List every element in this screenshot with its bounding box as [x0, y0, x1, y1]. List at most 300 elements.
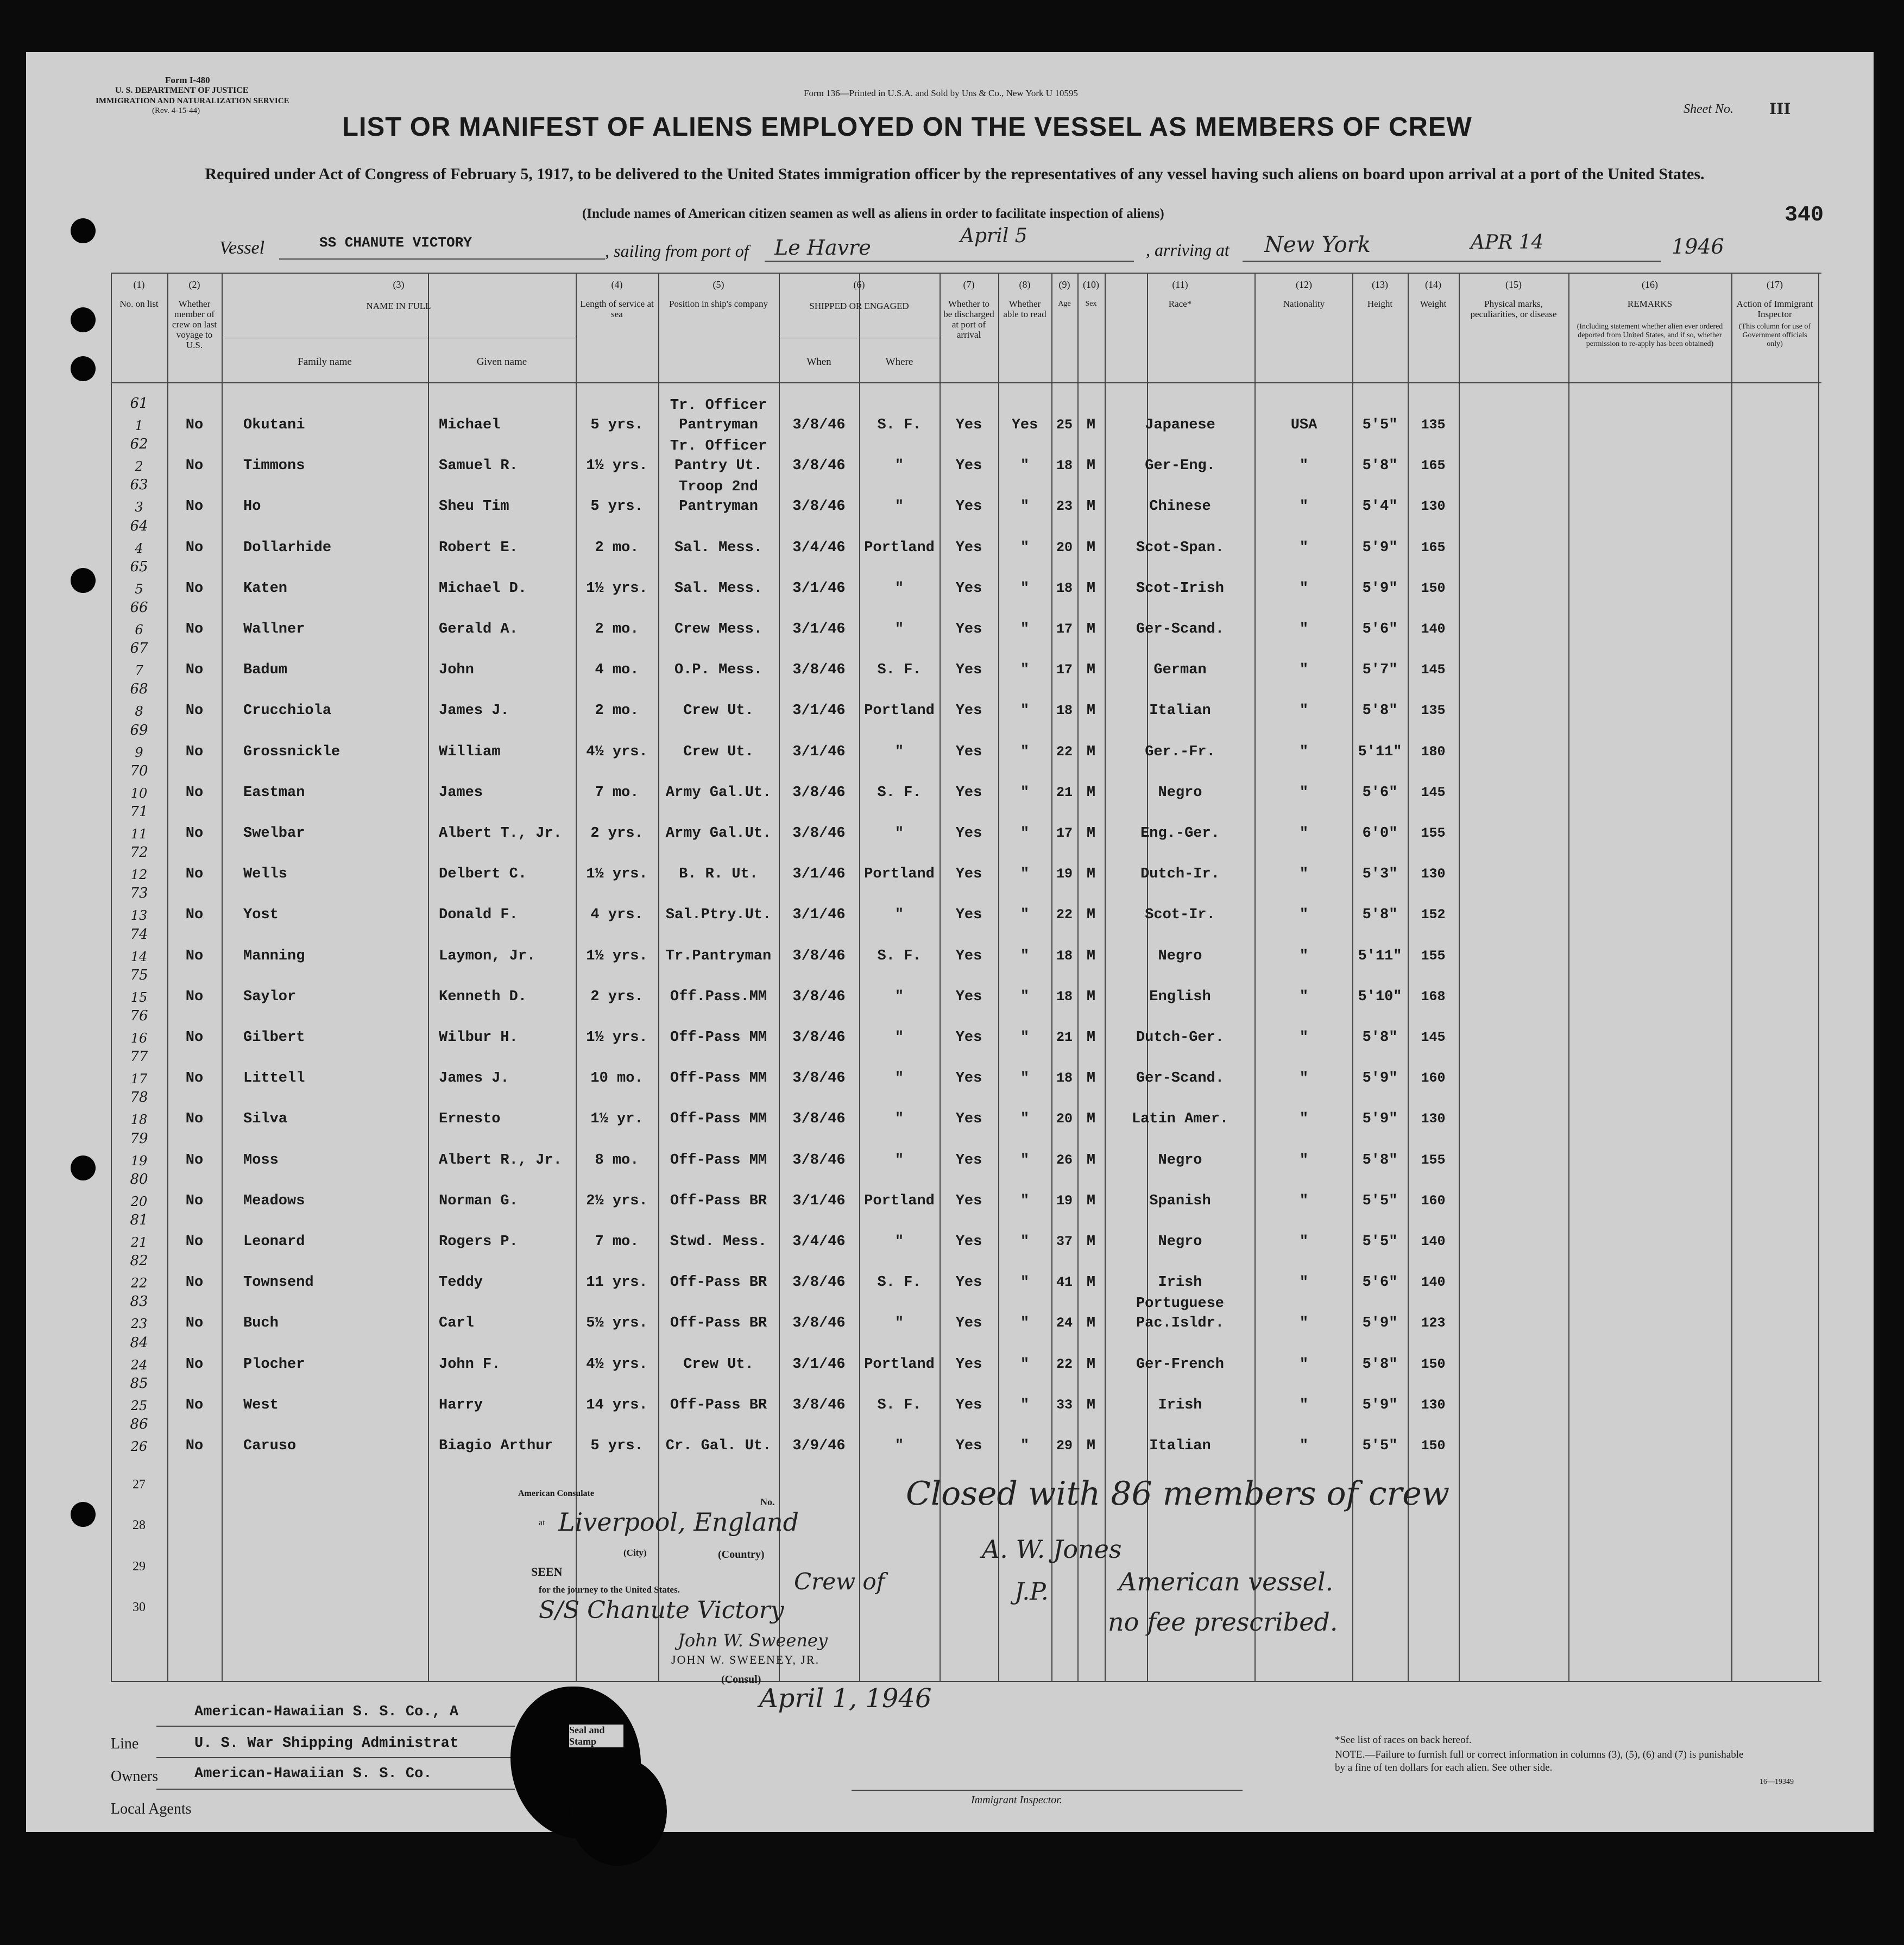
- column-label: NAME IN FULL: [366, 301, 431, 311]
- row-given-name: Norman G.: [439, 1192, 518, 1209]
- row-family-name: Crucchiola: [243, 703, 332, 719]
- row-able-to-read: ": [1020, 580, 1030, 597]
- column-label: Length of service at sea: [580, 299, 654, 319]
- row-list-number: 23: [130, 1316, 148, 1332]
- row-shipped-when: 3/1/46: [792, 866, 846, 883]
- row-able-to-read: ": [1020, 948, 1030, 964]
- row-race: Pac.Isldr.: [1136, 1315, 1225, 1332]
- row-sequence-number: 70: [130, 762, 148, 779]
- row-previous-voyage: No: [185, 1152, 204, 1169]
- row-age: 19: [1056, 866, 1073, 882]
- row-race: Negro: [1158, 948, 1202, 964]
- row-service-length: 4 mo.: [595, 662, 639, 679]
- row-given-name: James: [439, 784, 483, 801]
- row-family-name: Caruso: [243, 1438, 297, 1454]
- column-rule: [998, 273, 999, 1681]
- row-sex: M: [1086, 1152, 1096, 1169]
- row-previous-voyage: No: [185, 458, 204, 475]
- row-shipped-when: 3/1/46: [792, 743, 846, 760]
- row-height: 5'6": [1362, 621, 1398, 637]
- column-rule: [859, 273, 860, 1681]
- row-age: 25: [1056, 417, 1073, 433]
- row-discharged: Yes: [955, 988, 982, 1005]
- punch-hole: [71, 1155, 96, 1180]
- column-number: (4): [611, 279, 623, 290]
- row-able-to-read: ": [1020, 1234, 1030, 1250]
- row-sex: M: [1086, 1192, 1096, 1209]
- row-shipped-where: ": [894, 1234, 904, 1250]
- column-header: [1352, 277, 1408, 380]
- row-race: Scot-Span.: [1136, 539, 1225, 556]
- row-nationality: ": [1299, 1234, 1309, 1250]
- column-label: Height: [1367, 299, 1393, 309]
- consul-label: (Consul): [721, 1674, 761, 1685]
- row-able-to-read: ": [1020, 458, 1030, 475]
- row-sex: M: [1086, 948, 1096, 964]
- penalty-note: NOTE.—Failure to furnish full or correct information in columns (3), (5), (6) and (7) is punishable by a fine of ten dollars for each alien. See other side.: [1335, 1749, 1744, 1773]
- row-nationality: ": [1299, 1315, 1309, 1332]
- row-nationality: ": [1299, 703, 1309, 719]
- row-list-number: 26: [130, 1439, 148, 1454]
- row-service-length: 5½ yrs.: [586, 1315, 648, 1332]
- column-rule: [779, 273, 780, 1681]
- row-shipped-where: Portland: [864, 539, 935, 556]
- column-header: [1051, 277, 1077, 380]
- column-number: (5): [713, 279, 724, 290]
- row-list-number: 21: [130, 1235, 148, 1250]
- column-number: (15): [1505, 279, 1522, 290]
- row-service-length: 7 mo.: [595, 784, 639, 801]
- row-height: 5'9": [1362, 1397, 1398, 1413]
- row-family-name: Eastman: [243, 784, 305, 801]
- row-position: Off-Pass BR: [670, 1397, 767, 1413]
- row-age: 18: [1056, 948, 1073, 964]
- row-family-name: Littell: [243, 1070, 305, 1087]
- form-number: Form I-480: [165, 75, 210, 85]
- row-sex: M: [1086, 907, 1096, 924]
- row-given-name: Donald F.: [439, 907, 518, 924]
- row-previous-voyage: No: [185, 1274, 204, 1291]
- row-able-to-read: ": [1020, 621, 1030, 637]
- row-list-number: 19: [130, 1153, 148, 1169]
- row-weight: 150: [1421, 1438, 1446, 1454]
- row-height: 5'11": [1358, 743, 1402, 760]
- row-service-length: 5 yrs.: [590, 1438, 644, 1454]
- page-number: 340: [1785, 203, 1824, 228]
- row-service-length: 7 mo.: [595, 1234, 639, 1250]
- row-nationality: ": [1299, 1274, 1309, 1291]
- punch-hole: [71, 218, 96, 243]
- table-top-rule: [111, 273, 1821, 274]
- row-discharged: Yes: [955, 825, 982, 842]
- row-height: 5'5": [1362, 1438, 1398, 1454]
- column-label: Whether to be discharged at port of arrival: [943, 299, 994, 340]
- row-shipped-where: ": [894, 1070, 904, 1087]
- row-shipped-where: S. F.: [877, 662, 922, 679]
- row-sequence-number: 74: [130, 926, 148, 943]
- row-list-number: 8: [135, 704, 143, 719]
- row-able-to-read: ": [1020, 825, 1030, 842]
- row-service-length: 1½ yrs.: [586, 458, 648, 475]
- row-position: Off-Pass MM: [670, 1111, 767, 1128]
- row-shipped-when: 3/1/46: [792, 703, 846, 719]
- seen-label: SEEN: [531, 1565, 563, 1578]
- row-race: Dutch-Ir.: [1140, 866, 1220, 883]
- sailing-date: April 5: [960, 225, 1027, 247]
- row-shipped-where: ": [894, 458, 904, 475]
- row-list-number: 28: [133, 1518, 146, 1533]
- row-shipped-where: S. F.: [877, 784, 922, 801]
- row-sequence-number: 78: [130, 1089, 148, 1106]
- row-position: Pantryman: [679, 417, 758, 433]
- row-sequence-number: 65: [130, 558, 148, 575]
- row-shipped-where: S. F.: [877, 1274, 922, 1291]
- row-sex: M: [1086, 662, 1096, 679]
- form-revision: (Rev. 4-15-44): [152, 106, 200, 115]
- row-shipped-where: S. F.: [877, 417, 922, 433]
- row-service-length: 2 mo.: [595, 703, 639, 719]
- row-previous-voyage: No: [185, 539, 204, 556]
- row-sex: M: [1086, 703, 1096, 719]
- column-rule: [1051, 273, 1052, 1681]
- row-position-line1: Tr. Officer: [670, 397, 767, 414]
- row-sex: M: [1086, 1397, 1096, 1413]
- row-shipped-when: 3/8/46: [792, 1030, 846, 1046]
- row-shipped-when: 3/8/46: [792, 1397, 846, 1413]
- row-discharged: Yes: [955, 1315, 982, 1332]
- row-previous-voyage: No: [185, 866, 204, 883]
- row-sex: M: [1086, 621, 1096, 637]
- row-height: 5'8": [1362, 703, 1398, 719]
- row-service-length: 2½ yrs.: [586, 1192, 648, 1209]
- table-bottom-rule: [111, 1681, 1821, 1682]
- row-race: Irish: [1158, 1274, 1202, 1291]
- row-previous-voyage: No: [185, 825, 204, 842]
- row-list-number: 17: [130, 1071, 148, 1087]
- row-service-length: 4 yrs.: [590, 907, 644, 924]
- row-discharged: Yes: [955, 1192, 982, 1209]
- row-sequence-number: 81: [130, 1212, 148, 1228]
- row-position: Crew Ut.: [683, 743, 754, 760]
- row-shipped-when: 3/8/46: [792, 1315, 846, 1332]
- row-previous-voyage: No: [185, 417, 204, 433]
- row-given-name: Michael D.: [439, 580, 527, 597]
- row-list-number: 7: [135, 663, 143, 679]
- row-weight: 160: [1421, 1070, 1446, 1087]
- row-family-name: Buch: [243, 1315, 279, 1332]
- column-number: (17): [1767, 279, 1783, 290]
- row-position: Pantryman: [679, 498, 758, 515]
- row-list-number: 5: [135, 581, 143, 597]
- row-sequence-number: 84: [130, 1334, 148, 1351]
- row-family-name: Gilbert: [243, 1030, 305, 1046]
- arriving-label: , arriving at: [1146, 240, 1230, 260]
- row-list-number: 14: [130, 949, 148, 964]
- column-header: [1105, 277, 1256, 380]
- row-given-name: William: [439, 743, 501, 760]
- row-nationality: ": [1299, 1356, 1309, 1373]
- row-race: Japanese: [1145, 417, 1215, 433]
- row-list-number: 3: [135, 500, 143, 515]
- row-age: 21: [1056, 1030, 1073, 1045]
- row-shipped-where: ": [894, 1438, 904, 1454]
- row-given-name: Wilbur H.: [439, 1030, 518, 1046]
- column-note: (This column for use of Government officials only): [1738, 323, 1811, 348]
- consul-name: JOHN W. SWEENEY, JR.: [671, 1653, 820, 1666]
- row-sex: M: [1086, 458, 1096, 475]
- row-shipped-when: 3/1/46: [792, 621, 846, 637]
- consular-seal-stamp-shadow: [569, 1757, 667, 1866]
- agents-label: Local Agents: [111, 1801, 192, 1817]
- row-sequence-number: 62: [130, 436, 148, 453]
- column-label: SHIPPED OR ENGAGED: [809, 301, 909, 311]
- row-nationality: USA: [1290, 417, 1317, 433]
- row-height: 5'8": [1362, 458, 1398, 475]
- row-weight: 150: [1421, 1356, 1446, 1372]
- row-shipped-where: ": [894, 1315, 904, 1332]
- row-height: 5'7": [1362, 662, 1398, 679]
- row-previous-voyage: No: [185, 948, 204, 964]
- owners-underline: [156, 1757, 515, 1758]
- row-sex: M: [1086, 498, 1096, 515]
- consul-signature: John W. Sweeney: [678, 1630, 828, 1651]
- row-shipped-where: S. F.: [877, 1397, 922, 1413]
- row-sex: M: [1086, 580, 1096, 597]
- row-shipped-when: 3/8/46: [792, 784, 846, 801]
- row-shipped-where: ": [894, 580, 904, 597]
- column-number: (8): [1019, 279, 1031, 290]
- row-shipped-where: S. F.: [877, 948, 922, 964]
- row-shipped-where: ": [894, 1030, 904, 1046]
- row-height: 5'8": [1362, 1356, 1398, 1373]
- column-number: (6): [853, 279, 865, 290]
- row-discharged: Yes: [955, 1356, 982, 1373]
- row-shipped-where: ": [894, 1152, 904, 1169]
- consulate-city: Liverpool, England: [558, 1507, 799, 1537]
- vessel-underline: [279, 258, 605, 260]
- row-height: 5'9": [1362, 1111, 1398, 1128]
- column-header: [1256, 277, 1352, 380]
- row-family-name: Saylor: [243, 988, 297, 1005]
- row-sequence-number: 85: [130, 1375, 148, 1392]
- row-position: Off-Pass MM: [670, 1030, 767, 1046]
- column-number: (2): [188, 279, 200, 290]
- american-vessel-note: American vessel.: [1119, 1567, 1334, 1596]
- inspector-initials: A. W. Jones: [982, 1534, 1122, 1564]
- row-list-number: 24: [130, 1357, 148, 1373]
- row-nationality: ": [1299, 1152, 1309, 1169]
- row-shipped-when: 3/8/46: [792, 825, 846, 842]
- row-position-line1: Tr. Officer: [670, 438, 767, 455]
- row-discharged: Yes: [955, 1111, 982, 1128]
- punch-hole: [71, 1502, 96, 1527]
- column-header: [576, 277, 658, 380]
- row-discharged: Yes: [955, 539, 982, 556]
- column-header: [222, 277, 576, 380]
- row-sequence-number: 80: [130, 1171, 148, 1188]
- row-race: Ger-Scand.: [1136, 1070, 1225, 1087]
- column-label: Age: [1058, 300, 1071, 308]
- row-family-name: Grossnickle: [243, 743, 341, 760]
- row-service-length: 2 mo.: [595, 621, 639, 637]
- row-service-length: 5 yrs.: [590, 417, 644, 433]
- row-weight: 180: [1421, 743, 1446, 760]
- row-race: Italian: [1149, 1438, 1211, 1454]
- row-service-length: 1½ yrs.: [586, 866, 648, 883]
- row-weight: 155: [1421, 1152, 1446, 1168]
- column-rule: [1818, 273, 1819, 1681]
- row-position: Stwd. Mess.: [670, 1234, 767, 1250]
- row-age: 17: [1056, 662, 1073, 678]
- row-nationality: ": [1299, 784, 1309, 801]
- row-race: Spanish: [1149, 1192, 1211, 1209]
- row-previous-voyage: No: [185, 621, 204, 637]
- row-race: Scot-Ir.: [1145, 907, 1215, 924]
- column-rule: [1408, 273, 1409, 1681]
- consul-date: April 1, 1946: [759, 1683, 932, 1714]
- row-service-length: 2 yrs.: [590, 988, 644, 1005]
- column-rule: [1077, 273, 1079, 1681]
- vessel-name: SS CHANUTE VICTORY: [319, 235, 472, 251]
- row-family-name: Swelbar: [243, 825, 305, 842]
- row-sex: M: [1086, 988, 1096, 1005]
- row-race: Negro: [1158, 784, 1202, 801]
- row-list-number: 12: [130, 867, 148, 883]
- row-position: Cr. Gal. Ut.: [665, 1438, 772, 1454]
- row-sex: M: [1086, 1315, 1096, 1332]
- row-given-name: John F.: [439, 1356, 501, 1373]
- row-sex: M: [1086, 1234, 1096, 1250]
- row-list-number: 25: [130, 1398, 148, 1413]
- row-given-name: Laymon, Jr.: [439, 948, 536, 964]
- row-nationality: ": [1299, 498, 1309, 515]
- row-age: 18: [1056, 988, 1073, 1005]
- row-able-to-read: ": [1020, 1315, 1030, 1332]
- row-list-number: 1: [135, 418, 143, 433]
- column-note: (Including statement whether alien ever ordered deported from United States, and if so, whether permission to re-apply has been obtained): [1577, 323, 1723, 348]
- row-sex: M: [1086, 1070, 1096, 1087]
- row-shipped-when: 3/1/46: [792, 1192, 846, 1209]
- header-bottom-rule: [111, 382, 1821, 383]
- row-position-line1: Troop 2nd: [679, 479, 758, 496]
- row-weight: 130: [1421, 1111, 1446, 1127]
- port-from: Le Havre: [774, 236, 871, 260]
- row-height: 5'10": [1358, 988, 1402, 1005]
- row-sequence-number: 83: [130, 1293, 148, 1310]
- manifest-sheet: [26, 52, 1874, 1832]
- row-sequence-number: 86: [130, 1416, 148, 1432]
- row-weight: 152: [1421, 907, 1446, 923]
- row-height: 5'9": [1362, 1070, 1398, 1087]
- row-weight: 130: [1421, 498, 1446, 515]
- row-race: Chinese: [1149, 498, 1211, 515]
- row-height: 5'8": [1362, 1152, 1398, 1169]
- vessel-handwriting: S/S Chanute Victory: [539, 1596, 784, 1624]
- row-given-name: Michael: [439, 417, 501, 433]
- column-label: Race*: [1168, 299, 1192, 309]
- row-weight: 150: [1421, 580, 1446, 596]
- row-previous-voyage: No: [185, 784, 204, 801]
- row-sex: M: [1086, 866, 1096, 883]
- row-race: Latin Amer.: [1131, 1111, 1229, 1128]
- punch-hole: [71, 568, 96, 593]
- row-nationality: ": [1299, 948, 1309, 964]
- row-service-length: 1½ yrs.: [586, 580, 648, 597]
- row-shipped-where: ": [894, 988, 904, 1005]
- row-service-length: 5 yrs.: [590, 498, 644, 515]
- form-code: 16—19349: [1760, 1778, 1794, 1786]
- row-able-to-read: ": [1020, 743, 1030, 760]
- row-given-name: Carl: [439, 1315, 474, 1332]
- row-list-number: 6: [135, 622, 143, 637]
- row-position: Off-Pass MM: [670, 1152, 767, 1169]
- column-label: Action of Immigrant Inspector: [1736, 299, 1813, 319]
- row-age: 21: [1056, 784, 1073, 800]
- sheet-label: Sheet No.: [1684, 102, 1733, 116]
- column-label: Sex: [1085, 300, 1097, 308]
- row-age: 26: [1056, 1152, 1073, 1168]
- include-note: (Include names of American citizen seamen as well as aliens in order to facilitate inspection of aliens): [582, 206, 1164, 221]
- row-weight: 145: [1421, 784, 1446, 800]
- row-race: Ger-Eng.: [1145, 458, 1215, 475]
- row-family-name: Ho: [243, 498, 261, 515]
- row-race: Ger.-Fr.: [1145, 743, 1215, 760]
- crew-of-handwriting: Crew of: [794, 1568, 885, 1595]
- row-shipped-when: 3/1/46: [792, 580, 846, 597]
- column-rule: [576, 273, 577, 1681]
- column-rule: [222, 273, 223, 1681]
- form-department: U. S. DEPARTMENT OF JUSTICE: [115, 86, 249, 95]
- row-weight: 145: [1421, 662, 1446, 678]
- row-age: 20: [1056, 1111, 1073, 1127]
- row-discharged: Yes: [955, 458, 982, 475]
- column-rule: [1254, 273, 1256, 1681]
- row-previous-voyage: No: [185, 988, 204, 1005]
- row-sequence-number: 75: [130, 967, 148, 983]
- row-sequence-number: 79: [130, 1130, 148, 1147]
- row-race: Negro: [1158, 1152, 1202, 1169]
- row-age: 24: [1056, 1315, 1073, 1331]
- row-shipped-when: 3/8/46: [792, 1152, 846, 1169]
- row-nationality: ": [1299, 539, 1309, 556]
- row-shipped-when: 3/8/46: [792, 1111, 846, 1128]
- row-discharged: Yes: [955, 1438, 982, 1454]
- column-sublabel: When: [806, 356, 831, 368]
- row-family-name: Dollarhide: [243, 539, 332, 556]
- row-service-length: 1½ yrs.: [586, 948, 648, 964]
- seal-and-stamp-text: Seal and Stamp: [569, 1725, 623, 1747]
- row-shipped-when: 3/8/46: [792, 1070, 846, 1087]
- row-position: Crew Mess.: [674, 621, 763, 637]
- row-sex: M: [1086, 1274, 1096, 1291]
- row-list-number: 18: [130, 1112, 148, 1128]
- row-family-name: Timmons: [243, 458, 305, 475]
- row-shipped-when: 3/8/46: [792, 458, 846, 475]
- column-rule: [167, 273, 168, 1681]
- row-nationality: ": [1299, 1070, 1309, 1087]
- column-header: [1459, 277, 1568, 380]
- column-sublabel: Where: [885, 356, 913, 368]
- column-rule: [1568, 273, 1569, 1681]
- row-sequence-number: 68: [130, 681, 148, 698]
- row-shipped-when: 3/9/46: [792, 1438, 846, 1454]
- row-sequence-number: 76: [130, 1008, 148, 1024]
- row-given-name: Samuel R.: [439, 458, 518, 475]
- row-sequence-number: 82: [130, 1253, 148, 1270]
- row-position: Off-Pass BR: [670, 1274, 767, 1291]
- row-list-number: 11: [130, 826, 148, 842]
- row-weight: 145: [1421, 1030, 1446, 1045]
